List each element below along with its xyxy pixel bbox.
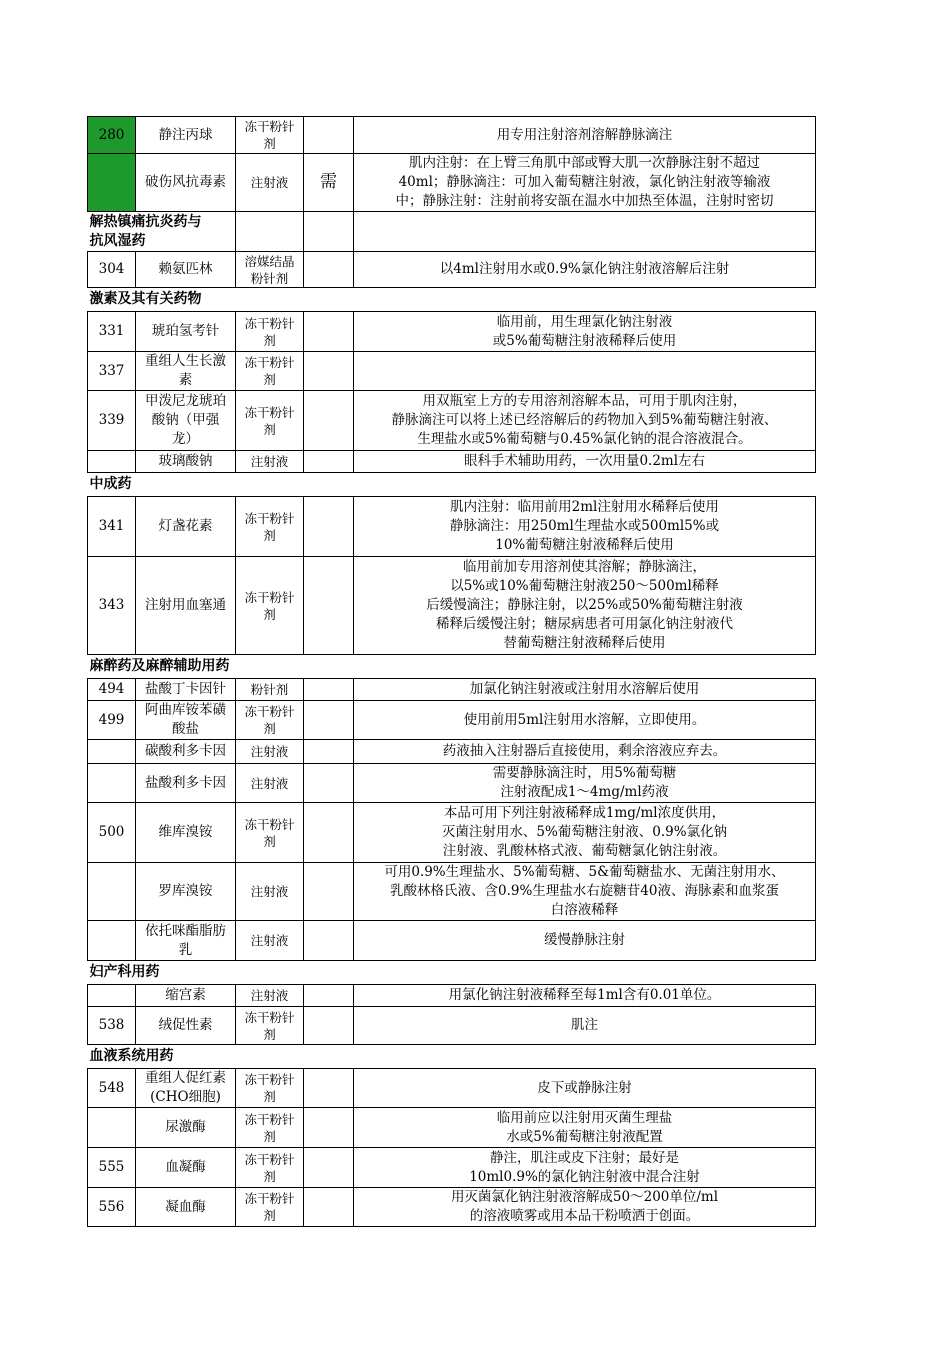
drug-name-cell [136,497,236,557]
cell-line: 绒促性素 [158,1017,213,1033]
section-title [88,473,816,497]
cell-line: 静注，肌注或皮下注射；最好是 [490,1149,679,1166]
drug-row [88,740,816,764]
dosage-form-cell [236,985,304,1007]
drug-row [88,252,816,288]
cell-line: 剂 [263,1026,276,1042]
catalog-number-cell [88,451,136,473]
usage-cell [354,352,816,391]
usage-cell [354,1108,816,1148]
drug-name-cell [136,1188,236,1227]
note-mark-cell [304,803,354,863]
drug-name-cell [136,679,236,701]
drug-name-cell [136,117,236,154]
dosage-form-cell [236,1148,304,1188]
cell-line: 注射液 [250,454,289,469]
drug-name-cell [136,863,236,921]
drug-name-cell [136,352,236,391]
drug-row [88,921,816,961]
catalog-number-cell [88,921,136,961]
cell-line: 剂 [263,606,276,622]
cell-line: 肌内注射：在上臂三角肌中部或臀大肌一次静脉注射不超过 [409,155,760,171]
note-mark-cell [304,352,354,391]
drug-name-cell [136,764,236,803]
dosage-form-cell [236,764,304,803]
cell-line: 冻干粉针 [244,355,295,370]
cell-line: 用专用注射溶剂溶解静脉滴注 [496,126,673,143]
cell-line: 临用前加专用溶剂使其溶解；静脉滴注， [463,559,706,575]
cell-line: 40ml；静脉滴注：可加入葡萄糖注射液，氯化钠注射液等输液 [398,174,771,190]
cell-line: 溶媒结晶 [244,253,295,269]
note-mark-cell [304,252,354,288]
cell-line: 临用前，用生理氯化钠注射液 [496,313,673,330]
cell-line: 剂 [263,527,276,543]
note-mark-cell [304,740,354,764]
section-row [88,473,816,497]
cell-line: 剂 [263,1168,276,1184]
note-mark-cell [304,557,354,655]
cell-line: 的溶液喷雾或用本品干粉喷洒于创面。 [469,1208,700,1224]
cell-line: 盐酸丁卡因针 [145,681,226,697]
drug-row [88,701,816,740]
cell-line: 可用0.9%生理盐水、5%葡萄糖、5&葡萄糖盐水、无菌注射用水、 [384,864,785,880]
cell-line: 酸盐 [172,721,199,737]
drug-row [88,1188,816,1227]
cell-line: 琥珀氢考针 [151,323,220,339]
drug-name-cell [136,252,236,288]
cell-line: 碳酸利多卡因 [145,743,226,759]
usage-cell [354,863,816,921]
cell-line: 重组人生长激 [145,353,226,369]
drug-row [88,154,816,212]
cell-line: 盐酸利多卡因 [145,774,226,791]
catalog-number-cell [88,764,136,803]
usage-cell [354,1148,816,1188]
empty-cell [354,212,816,252]
cell-line: 肌注 [571,1017,598,1033]
catalog-number-cell: 500 [88,803,136,863]
dosage-form-cell [236,451,304,473]
cell-line: 用双瓶室上方的专用溶剂溶解本品，可用于肌肉注射， [422,393,747,409]
note-mark-cell [304,1108,354,1148]
cell-line: 静脉滴注可以将上述已经溶解后的药物加入到5%葡萄糖注射液、 [391,412,778,428]
drug-name-cell [136,803,236,863]
cell-line: 10%葡萄糖注射液稀释后使用 [495,537,674,553]
cell-line: 激素及其有关药物 [89,291,202,307]
dosage-form-cell [236,679,304,701]
cell-line: 注射液 [250,175,289,190]
drug-row [88,391,816,451]
cell-line: 生理盐水或5%葡萄糖与0.45%氯化钠的混合溶液混合。 [417,431,752,447]
cell-line: 解热镇痛抗炎药与 [89,213,202,230]
drug-name-cell [136,1148,236,1188]
note-mark-cell [304,1007,354,1045]
drug-name-cell [136,557,236,655]
cell-line: 注射液 [250,884,289,899]
cell-line: 甲泼尼龙琥珀 [145,393,226,409]
dosage-form-cell [236,1069,304,1108]
dosage-form-cell [236,352,304,391]
drug-row [88,451,816,473]
cell-line: 冻干粉针 [244,1072,295,1087]
cell-line: 静脉滴注：用250ml生理盐水或500ml5%或 [449,518,720,534]
cell-line: 用氯化钠注射液稀释至每1ml含有0.01单位。 [448,987,721,1003]
cell-line: 稀释后缓慢注射；糖尿病患者可用氯化钠注射液代 [436,616,733,632]
cell-line: 注射液、乳酸林格式液、葡萄糖氯化钠注射液。 [442,843,727,859]
dosage-form-cell [236,117,304,154]
cell-line: 皮下或静脉注射 [537,1079,632,1096]
drug-row [88,497,816,557]
drug-name-cell [136,1108,236,1148]
cell-line: 依托咪酯脂肪 [145,922,226,939]
usage-cell [354,1188,816,1227]
note-mark-cell: 需 [304,154,354,212]
catalog-number-cell: 538 [88,1007,136,1045]
catalog-number-cell: 341 [88,497,136,557]
cell-line: 肌内注射：临用前用2ml注射用水稀释后使用 [450,499,719,515]
empty-cell [304,212,354,252]
usage-cell [354,803,816,863]
drug-row [88,557,816,655]
note-mark-cell [304,1148,354,1188]
cell-line: 灭菌注射用水、5%葡萄糖注射液、0.9%氯化钠 [441,824,728,840]
usage-cell [354,451,816,473]
drug-row [88,117,816,154]
cell-line: 阿曲库铵苯磺 [145,702,226,718]
cell-line: 剂 [263,421,276,437]
drug-row [88,803,816,863]
cell-line: 冻干粉针 [244,1151,295,1167]
cell-line: 灯盏花素 [158,518,213,534]
cell-line: 冻干粉针 [244,510,295,526]
cell-line: 需要静脉滴注时，用5%葡萄糖 [492,765,677,781]
drug-row [88,764,816,803]
dosage-form-cell [236,803,304,863]
section-title [88,212,236,252]
cell-line: 破伤风抗毒素 [145,174,226,190]
note-mark-cell [304,764,354,803]
section-row [88,212,816,252]
drug-name-cell [136,701,236,740]
dosage-form-cell [236,154,304,212]
dosage-form-cell [236,1108,304,1148]
cell-line: 剂 [263,372,276,387]
dosage-form-cell [236,497,304,557]
drug-name-cell [136,921,236,961]
cell-line: 替葡萄糖注射液稀释后使用 [503,635,666,651]
cell-line: 水或5%葡萄糖注射液配置 [506,1128,663,1145]
cell-line: 素 [178,372,193,388]
cell-line: 剂 [263,721,276,736]
cell-line: 乳酸林格氏液、含0.9%生理盐水右旋糖苷40液、海脉素和血浆蛋 [390,883,779,899]
catalog-number-cell: 555 [88,1148,136,1188]
cell-line: 中；静脉注射：注射前将安瓿在温水中加热至体温，注射时密切 [395,193,774,209]
cell-line: 以5%或10%葡萄糖注射液250～500ml稀释 [450,578,719,594]
cell-line: 冻干粉针 [244,1111,295,1127]
usage-cell [354,312,816,352]
usage-cell [354,1069,816,1108]
cell-line: 后缓慢滴注；静脉注射，以25%或50%葡萄糖注射液 [426,597,743,613]
usage-cell [354,252,816,288]
section-row [88,655,816,679]
cell-line: 药液抽入注射器后直接使用，剩余溶液应弃去。 [442,743,727,759]
cell-line: 冻干粉针 [244,1191,295,1206]
drug-row [88,1007,816,1045]
catalog-number-cell: 339 [88,391,136,451]
usage-cell [354,985,816,1007]
dosage-form-cell [236,701,304,740]
cell-line: 白溶液稀释 [550,902,619,918]
cell-line: 妇产科用药 [89,964,160,980]
drug-name-cell [136,1069,236,1108]
cell-line: 冻干粉针 [244,589,295,605]
section-title [88,961,816,985]
note-mark-cell [304,921,354,961]
cell-line: 注射用血塞通 [145,597,226,613]
catalog-number-cell: 494 [88,679,136,701]
cell-line: 使用前用5ml注射用水溶解，立即使用。 [463,711,706,728]
catalog-number-cell: 280 [88,117,136,154]
cell-line: 冻干粉针 [244,816,295,832]
usage-cell [354,391,816,451]
usage-cell [354,117,816,154]
dosage-form-cell [236,1188,304,1227]
section-title [88,288,816,312]
drug-row [88,679,816,701]
note-mark-cell [304,451,354,473]
drug-row [88,985,816,1007]
dosage-form-cell [236,557,304,655]
cell-line: 注射液 [250,775,289,791]
cell-line: 注射液 [250,744,289,759]
cell-line: 10ml0.9%的氯化钠注射液中混合注射 [469,1168,700,1185]
cell-line: 冻干粉针 [244,315,295,331]
section-title [88,655,816,679]
catalog-number-cell: 556 [88,1188,136,1227]
note-mark-cell [304,985,354,1007]
cell-line: 或5%葡萄糖注射液稀释后使用 [492,332,677,349]
note-mark-cell [304,679,354,701]
cell-line: 剂 [263,332,276,348]
catalog-number-cell: 331 [88,312,136,352]
catalog-number-cell [88,985,136,1007]
drug-name-cell [136,985,236,1007]
drug-name-cell [136,154,236,212]
cell-line: 维库溴铵 [158,824,213,840]
drug-table-body [88,117,816,1227]
cell-line: 血液系统用药 [89,1048,174,1064]
cell-line: 粉针剂 [250,270,289,286]
drug-row [88,1069,816,1108]
catalog-number-cell: 499 [88,701,136,740]
usage-cell [354,764,816,803]
cell-line: 凝血酶 [165,1198,206,1215]
usage-cell [354,1007,816,1045]
cell-line: 麻醉药及麻醉辅助用药 [89,658,230,674]
cell-line: 缩宫素 [165,987,206,1003]
cell-line: 血凝酶 [165,1159,206,1175]
note-mark-cell [304,863,354,921]
cell-line: 临用前应以注射用灭菌生理盐 [496,1109,673,1126]
catalog-number-cell: 304 [88,252,136,288]
note-mark-cell [304,391,354,451]
cell-line: 中成药 [89,476,132,492]
cell-line: 剂 [263,1208,276,1223]
dosage-form-cell [236,1007,304,1045]
catalog-number-cell: 343 [88,557,136,655]
cell-line: 冻干粉针 [244,404,295,420]
cell-line: (CHO细胞) [150,1089,221,1105]
cell-line: 以4ml注射用水或0.9%氯化钠注射液溶解后注射 [439,261,730,277]
cell-line: 剂 [263,1089,276,1104]
section-title [88,1045,816,1069]
cell-line: 玻璃酸钠 [158,453,213,469]
drug-row [88,1108,816,1148]
note-mark-cell [304,1188,354,1227]
dosage-form-cell [236,391,304,451]
drug-name-cell [136,312,236,352]
cell-line: 注射液配成1～4mg/ml药液 [500,784,669,800]
empty-cell [236,212,304,252]
cell-line: 尿激酶 [165,1119,206,1135]
dosage-form-cell [236,740,304,764]
usage-cell [354,701,816,740]
drug-row [88,863,816,921]
cell-line: 静注丙球 [158,126,213,143]
usage-cell [354,497,816,557]
catalog-number-cell [88,1108,136,1148]
section-row [88,1045,816,1069]
usage-cell [354,921,816,961]
drug-row [88,312,816,352]
catalog-number-cell [88,154,136,212]
drug-name-cell [136,740,236,764]
cell-line: 剂 [263,136,276,151]
catalog-number-cell [88,863,136,921]
dosage-form-cell [236,312,304,352]
usage-cell [354,679,816,701]
cell-line: 注射液 [250,988,289,1003]
dosage-form-cell [236,863,304,921]
catalog-number-cell [88,740,136,764]
drug-table [87,116,816,1227]
cell-line: 赖氨匹林 [158,261,213,277]
usage-cell [354,740,816,764]
cell-line: 剂 [263,1128,276,1144]
cell-line: 加氯化钠注射液或注射用水溶解后使用 [469,681,700,697]
drug-name-cell [136,1007,236,1045]
section-row [88,961,816,985]
note-mark-cell [304,312,354,352]
cell-line: 乳 [178,941,193,958]
cell-line: 龙） [172,431,199,447]
note-mark-cell [304,117,354,154]
cell-line: 眼科手术辅助用药，一次用量0.2ml左右 [463,453,706,469]
note-mark-cell [304,701,354,740]
cell-line: 罗库溴铵 [158,883,213,899]
usage-cell [354,154,816,212]
note-mark-cell [304,497,354,557]
drug-name-cell [136,391,236,451]
usage-cell [354,557,816,655]
cell-line: 注射液 [250,933,289,948]
catalog-number-cell: 337 [88,352,136,391]
cell-line: 粉针剂 [250,682,289,697]
drug-name-cell [136,451,236,473]
dosage-form-cell [236,252,304,288]
note-mark-cell [304,1069,354,1108]
section-row [88,288,816,312]
cell-line: 冻干粉针 [244,1009,295,1025]
cell-line: 酸钠（甲强 [151,412,220,428]
drug-row [88,1148,816,1188]
cell-line: 用灭菌氯化钠注射液溶解成50～200单位/ml [450,1189,719,1205]
cell-line: 冻干粉针 [244,119,295,134]
cell-line: 本品可用下列注射液稀释成1mg/ml浓度供用， [443,805,726,821]
cell-line: 抗风湿药 [89,232,146,249]
cell-line: 重组人促红素 [145,1070,226,1086]
cell-line: 冻干粉针 [244,704,295,719]
dosage-form-cell [236,921,304,961]
catalog-number-cell: 548 [88,1069,136,1108]
cell-line: 剂 [263,833,276,849]
cell-line: 缓慢静脉注射 [544,932,625,948]
drug-row [88,352,816,391]
